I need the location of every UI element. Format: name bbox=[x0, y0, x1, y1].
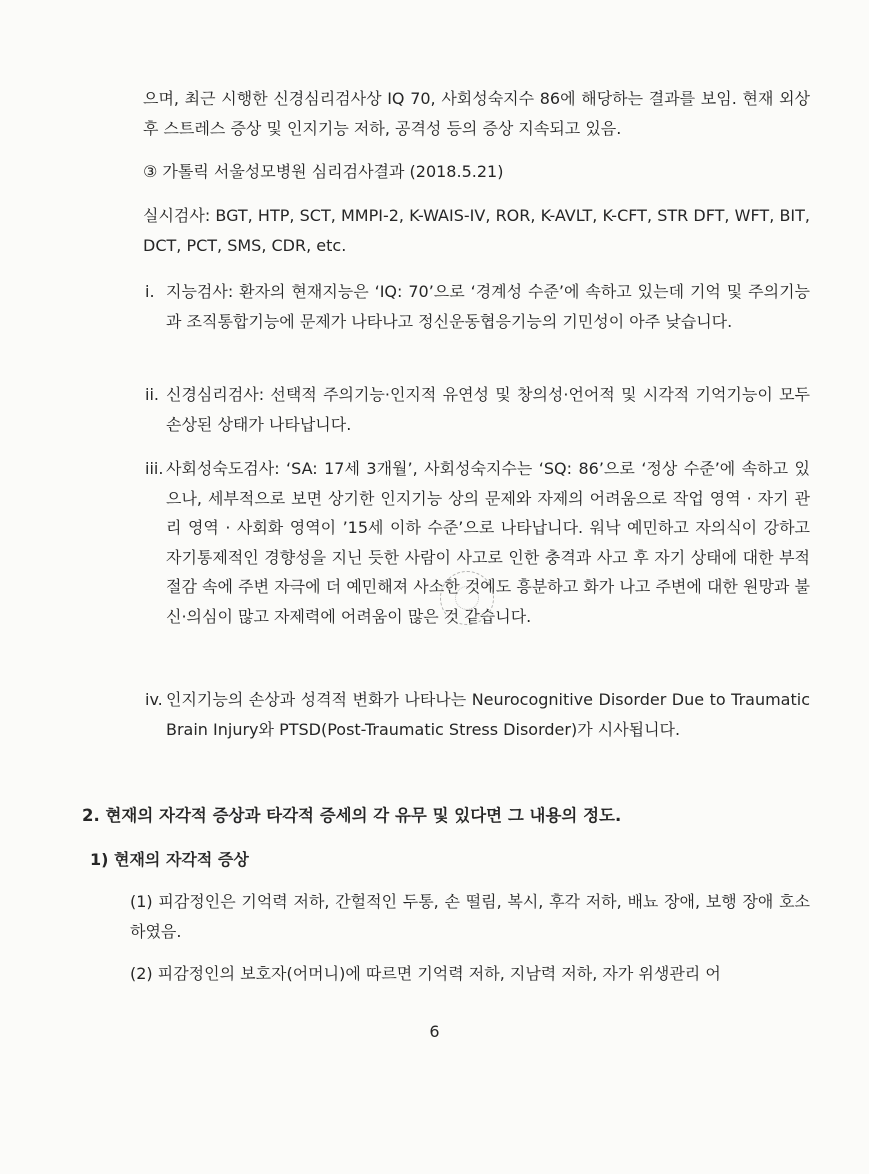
section-3-heading: ③ 가톨릭 서울성모병원 심리검사결과 (2018.5.21) bbox=[143, 162, 504, 181]
result-item-diagnosis: 인지기능의 손상과 성격적 변화가 나타나는 Neurocognitive Disorder Due to Traumatic Brain Injury와 PTSD(Post-Traumatic Stress Disorder)가 시사됩니다. bbox=[166, 690, 810, 739]
seal-stamp bbox=[440, 571, 494, 625]
symptom-item-2: (2) 피감정인의 보호자(어머니)에 따르면 기억력 저하, 지남력 저하, 자가 위생관리 어 bbox=[130, 964, 721, 983]
symptom-item-1: (1) 피감정인은 기억력 저하, 간헐적인 두통, 손 떨림, 복시, 후각 저하, 배뇨 장애, 보행 장애 호소하였음. bbox=[130, 892, 810, 941]
result-item-intelligence: 지능검사: 환자의 현재지능은 ‘IQ: 70’으로 ‘경계성 수준’에 속하고 있는데 기억 및 주의기능과 조직통합기능에 문제가 나타나고 정신운동협응기능의 기민성이 아주 낮습니다. bbox=[166, 282, 810, 331]
result-numeral: iv. bbox=[145, 690, 163, 709]
section-2-heading: 2. 현재의 자각적 증상과 타각적 증세의 각 유무 및 있다면 그 내용의 정도. bbox=[82, 806, 622, 825]
result-item-neuropsych: 신경심리검사: 선택적 주의기능·인지적 유연성 및 창의성·언어적 및 시각적 기억기능이 모두 손상된 상태가 나타납니다. bbox=[166, 385, 810, 434]
tests-performed-paragraph: 실시검사: BGT, HTP, SCT, MMPI-2, K-WAIS-IV, ROR, K-AVLT, K-CFT, STR DFT, WFT, BIT, DCT, PCT, SMS, CDR, etc. bbox=[143, 206, 810, 255]
intro-paragraph: 으며, 최근 시행한 신경심리검사상 IQ 70, 사회성숙지수 86에 해당하는 결과를 보임. 현재 외상 후 스트레스 증상 및 인지기능 저하, 공격성 등의 증상 지속되고 있음. bbox=[143, 89, 810, 138]
subsection-heading: 1) 현재의 자각적 증상 bbox=[90, 850, 249, 869]
page-number: 6 bbox=[429, 1022, 440, 1041]
result-numeral: ii. bbox=[145, 385, 159, 404]
result-item-social-maturity: 사회성숙도검사: ‘SA: 17세 3개월’, 사회성숙지수는 ‘SQ: 86’으로 ‘정상 수준’에 속하고 있으나, 세부적으로 보면 상기한 인지기능 상의 문제와 자제의 어려움으로 작업 영역 · 자기 관리 영역 · 사회화 영역이 ’15세 이하 수준’으로 나타납니다. 워낙 예민하고 자의식이 강하고 자기통제적인 경향성을 지닌 듯한 사람이 사고로 인한 충격과 사고 후 자기 상태에 대한 부적절감 속에 주변 자극에 더 예민해져 사소한 것에도 흥분하고 화가 나고 주변에 대한 원망과 불신·의심이 많고 자제력에 어려움이 많은 것 같습니다. bbox=[166, 459, 810, 626]
result-numeral: i. bbox=[145, 282, 155, 301]
result-numeral: iii. bbox=[145, 459, 164, 478]
